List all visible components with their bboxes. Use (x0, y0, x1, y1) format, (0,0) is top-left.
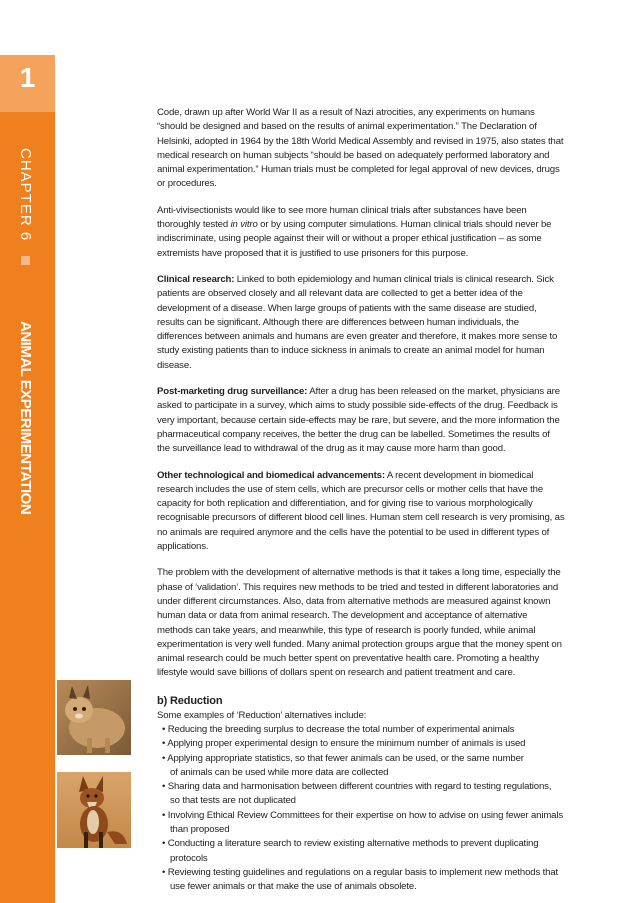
list-item-continuation: than proposed (170, 824, 230, 836)
paragraph (157, 469, 565, 555)
list-item (162, 752, 565, 781)
chapter-vertical-label (16, 148, 34, 514)
paragraph-text: Linked to both epidemiology and human clinical trials is clinical research. Sick patients are observed closely and all relevant data are collected to get a better idea of the development of a disease. When large groups of patients with the same disease are studied, results can be significant. Although there are differences between human individuals, the differences between animals and humans are even greater and therefore, it makes more sense to study existing patients than to induce sickness in animals to create an animal model for human disease. (157, 273, 558, 371)
paragraph-text: A recent development in biomedical research includes the use of stem cells, which are precursor cells or mother cells that have the capacity for both replication and differentiation, and for giving rise to various morphologically recognisable precursors of different blood cell lines. Human stem cell research is very promising, as no animals are required anymore and the cells have the potential to be used in different types of applications. (157, 469, 565, 553)
list-item-text: • Applying appropriate statistics, so that fewer animals can be used, or the same number (162, 752, 524, 764)
paragraph-heading: Post-marketing drug surveillance: (157, 386, 308, 398)
paragraph: Code, drawn up after World War II as a result of Nazi atrocities, any experiments on humans “should be designed and based on the results of animal experimentation.” The Declaration of Helsinki, adopted in 1964 by the 18th World Medical Assembly and revised in 1975, also states that medical research on human subjects “should be based on adequately performed laboratory and animal experimentation.” Human trials must be completed for legal approval of new devices, drugs or procedures. (157, 107, 564, 190)
bullet-list (157, 723, 565, 895)
list-item (162, 737, 565, 751)
paragraph (157, 204, 565, 261)
section-intro: Some examples of ‘Reduction’ alternatives include: (157, 709, 367, 721)
paragraph: The problem with the development of alternative methods is that it takes a long time, especially the phase of ‘validation’. This requires new methods to be tried and tested in different laboratories and under different circumstances. Also, data from alternative methods are measured against known human data or data from animal research. The development and acceptance of alternative methods can take years, and meanwhile, this type of research is poorly funded, while animal experimentation is very well funded. Many animal protection groups argue that the money spent on animal research could be much better spent on preventative health care. Promoting a healthy lifestyle would save billions of dollars spent on research and patient treatment and care. (157, 567, 562, 679)
square-bullet-icon (21, 256, 30, 265)
chapter-number: 1 (19, 62, 36, 93)
paragraph-text: After a drug has been released on the market, physicians are asked to participate in a survey, which aims to study possible side-effects of the drug. Feedback is very important, because certain side-effects may be rare, but severe, and the more information the pharmaceutical company receives, the better the drug can be labelled. Sometimes the results of the surveillance lead to withdrawal of the drug as it may cause more harm than good. (157, 386, 560, 455)
paragraph-text: Anti-vivisectionists would like to see more human clinical trials after substances have been thoroughly tested (157, 204, 527, 231)
italic-term: in vitro (230, 219, 258, 231)
list-item-text: • Sharing data and harmonisation between different countries with regard to testing regulations, (162, 781, 552, 793)
list-item-continuation: of animals can be used while more data are collected (170, 766, 389, 778)
paragraph-text: or by using computer simulations. Human clinical trials should never be indiscriminate, using people against their will or without a proper ethical justification – as some extremists have proposed that it is justified to use prisoners for this purpose. (157, 219, 552, 259)
chapter-title: ANIMAL EXPERIMENTATION (17, 321, 34, 515)
list-item-text: • Applying proper experimental design to ensure the minimum number of animals is used (162, 738, 526, 750)
list-item-text: • Reducing the breeding surplus to decrease the total number of experimental animals (162, 723, 515, 735)
chapter-sidebar (0, 0, 55, 903)
list-item (162, 723, 565, 737)
list-item-text: • Reviewing testing guidelines and regulations on a regular basis to implement new methods that (162, 866, 559, 878)
list-item-continuation: protocols (170, 852, 208, 864)
list-item-text: • Conducting a literature search to review existing alternative methods to prevent duplicating (162, 838, 539, 850)
paragraph (157, 273, 565, 373)
section-heading: b) Reduction (157, 694, 223, 707)
list-item-continuation: use fewer animals or that make the use of animals obsolete. (170, 881, 417, 893)
list-item (162, 809, 565, 838)
paragraph-heading: Other technological and biomedical advancements: (157, 469, 385, 481)
fox-photo (57, 772, 131, 848)
list-item-continuation: so that tests are not duplicated (170, 795, 296, 807)
paragraph-heading: Clinical research: (157, 273, 235, 285)
list-item (162, 837, 565, 866)
list-item (162, 866, 565, 895)
body-text (157, 106, 565, 895)
list-item (162, 780, 565, 809)
lynx-photo (57, 680, 131, 755)
chapter-label: CHAPTER 6 (17, 148, 34, 242)
paragraph (157, 385, 565, 456)
list-item-text: • Involving Ethical Review Committees for their expertise on how to advise on using fewer animals (162, 809, 563, 821)
